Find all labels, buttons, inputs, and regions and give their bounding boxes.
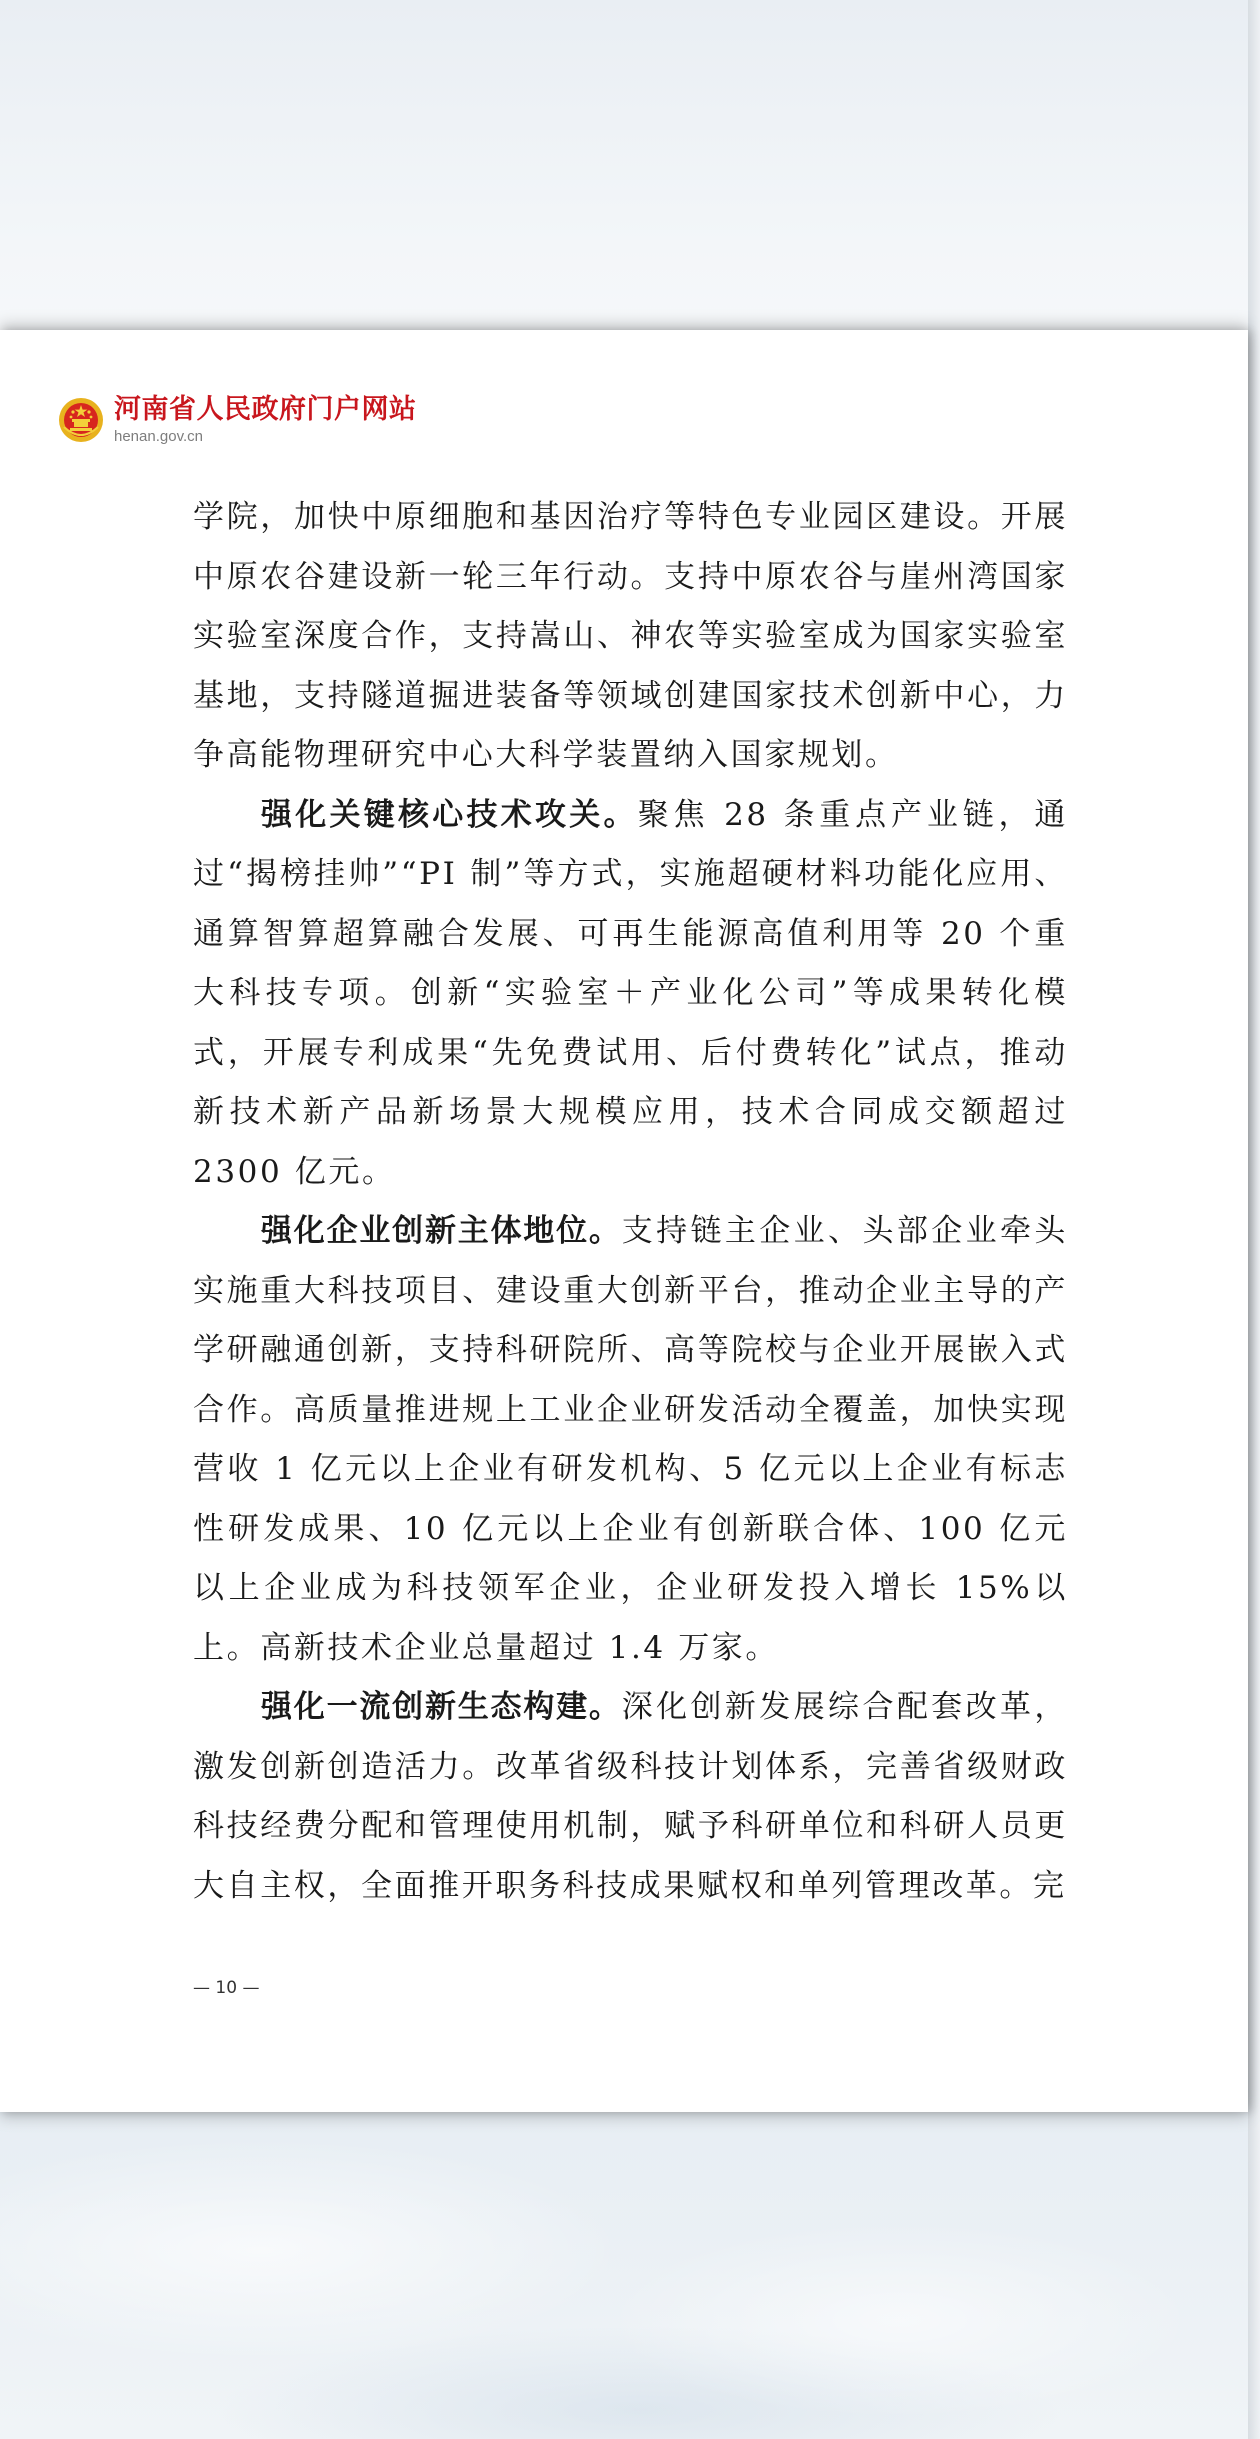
site-header xyxy=(58,392,417,448)
paragraph-2-text: 聚焦 28 条重点产业链，通过“揭榜挂帅”“PI 制”等方式，实施超硬材料功能化应用、通算智算超算融合发展、可再生能源高值利用等 20 个重大科技专项。创新“实验室＋产业化公司”等成果转化模式，开展专利成果“先免费试用、后付费转化”试点，推动新技术新产品新场景大规模应用，技术合同成交额超过 2300 亿元。 xyxy=(193,796,1068,1190)
document-body xyxy=(193,488,1068,1916)
site-name: 河南省人民政府门户网站 xyxy=(114,394,417,425)
paragraph-3-heading: 强化企业创新主体地位。 xyxy=(261,1213,622,1249)
document-page xyxy=(0,330,1248,2112)
paragraph-3 xyxy=(193,1202,1068,1678)
national-emblem-icon xyxy=(58,397,104,443)
paragraph-2 xyxy=(193,786,1068,1203)
paragraph-3-text: 支持链主企业、头部企业牵头实施重大科技项目、建设重大创新平台，推动企业主导的产学研融通创新，支持科研院所、高等院校与企业开展嵌入式合作。高质量推进规上工业企业研发活动全覆盖，加快实现营收 1 亿元以上企业有研发机构、5 亿元以上企业有标志性研发成果、10 亿元以上企业有创新联合体、100 亿元以上企业成为科技领军企业，企业研发投入增长 15%以上。高新技术企业总量超过 1.4 万家。 xyxy=(193,1213,1068,1666)
paragraph-4 xyxy=(193,1678,1068,1916)
background-cloud xyxy=(0,2110,1260,2439)
paragraph-1 xyxy=(193,488,1068,786)
paragraph-2-heading: 强化关键核心技术攻关。 xyxy=(261,796,638,833)
paragraph-4-text: 深化创新发展综合配套改革，激发创新创造活力。改革省级科技计划体系，完善省级财政科技经费分配和管理使用机制，赋予科研单位和科研人员更大自主权，全面推开职务科技成果赋权和单列管理改革。完 xyxy=(193,1689,1068,1904)
site-title-block xyxy=(114,396,417,444)
paragraph-4-heading: 强化一流创新生态构建。 xyxy=(261,1689,622,1725)
paragraph-1-text: 学院，加快中原细胞和基因治疗等特色专业园区建设。开展中原农谷建设新一轮三年行动。支持中原农谷与崖州湾国家实验室深度合作，支持嵩山、神农等实验室成为国家实验室基地，支持隧道掘进装备等领域创建国家技术创新中心，力争高能物理研究中心大科学装置纳入国家规划。 xyxy=(193,499,1068,773)
page-number: — 10 — xyxy=(193,1978,260,1998)
site-domain: henan.gov.cn xyxy=(114,428,203,445)
page-stack-edge xyxy=(1248,0,1260,2439)
